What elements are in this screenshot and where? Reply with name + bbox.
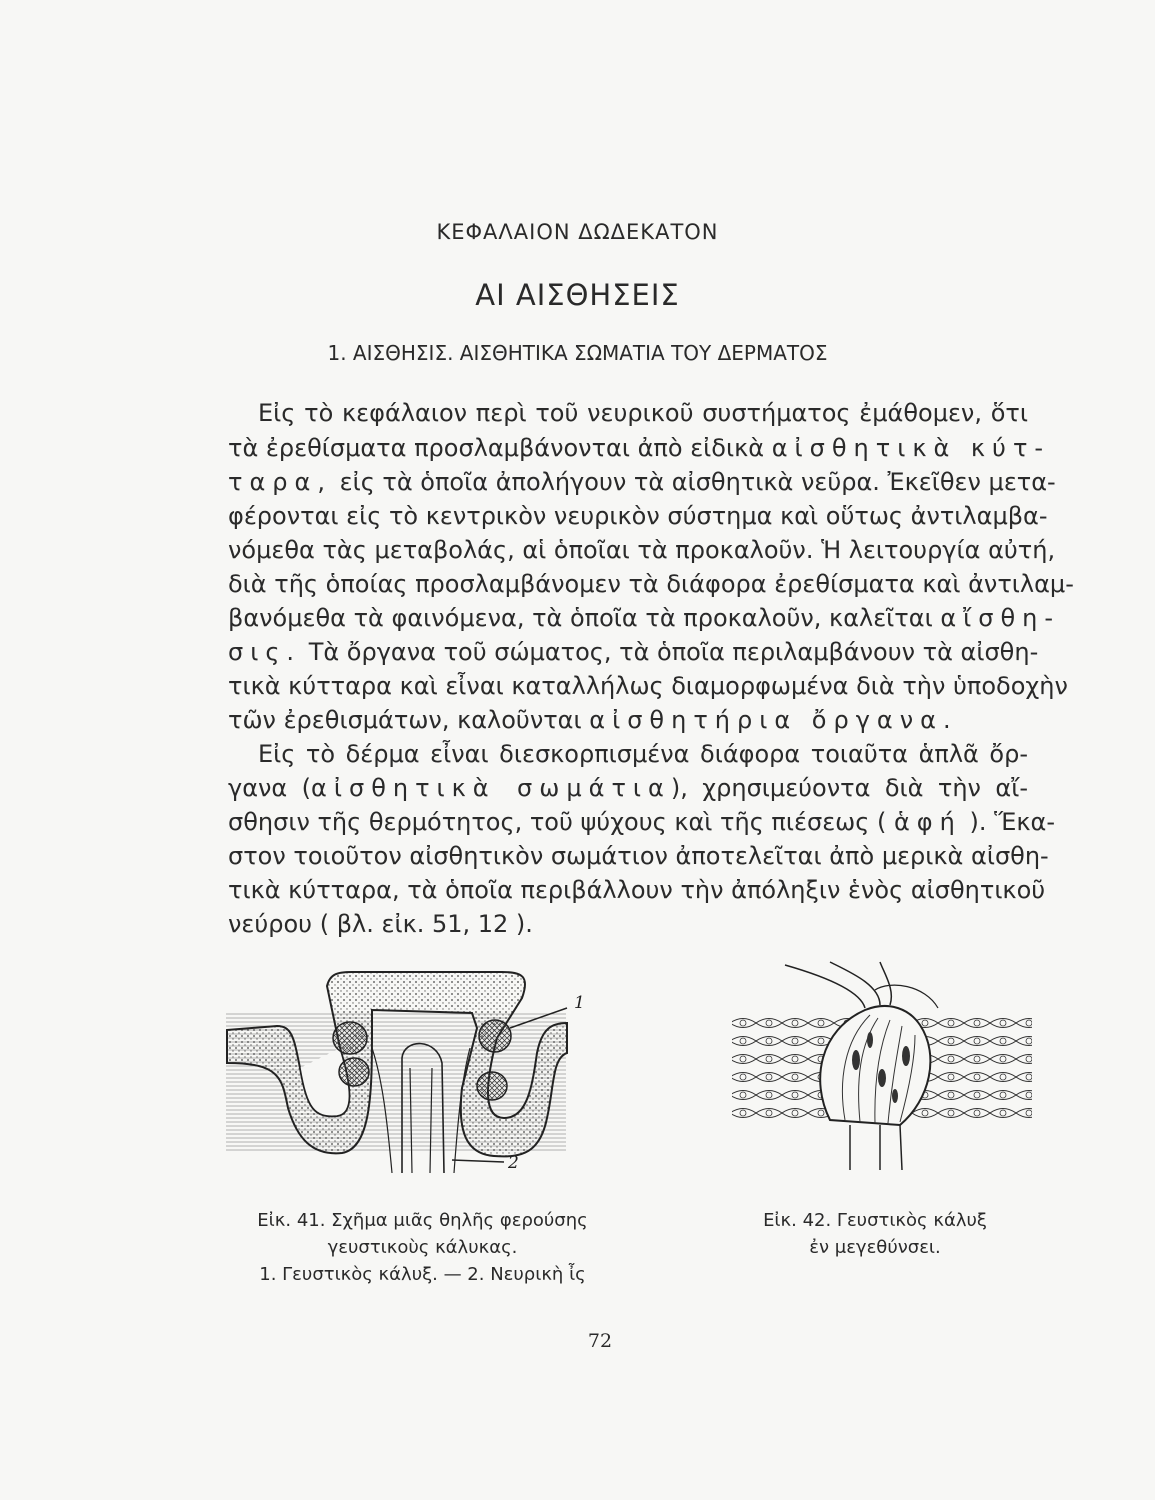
- text-line: νεύρου ( βλ. εἰκ. 51, 12 ).: [228, 910, 533, 938]
- papilla-diagram: [222, 968, 622, 1178]
- text-span: ), χρησιμεύοντα διὰ τὴν αἴ-: [670, 774, 1028, 802]
- spaced-term: αἴσθη-: [940, 604, 1061, 632]
- spaced-term: αἰσθητικὰ σωμάτια: [311, 774, 671, 802]
- text-line: φέρονται εἰς τὸ κεντρικὸν νευρικὸν σύστημα καὶ οὕτως ἀντιλαμβα-: [228, 502, 1048, 530]
- text-line: Εἰς τὸ δέρμα εἶναι διεσκορπισμένα διάφορα τοιαῦτα ἁπλᾶ ὄρ-: [258, 740, 1028, 768]
- text-line: [228, 603, 1061, 633]
- caption-line: ἐν μεγεθύνσει.: [809, 1237, 941, 1258]
- page-number: 72: [587, 1330, 613, 1352]
- spaced-term: αἰσθητικὰ κύτ-: [771, 434, 1051, 462]
- text-span: βανόμεθα τὰ φαινόμενα, τὰ ὁποῖα τὰ προκαλοῦν, καλεῖται: [228, 604, 933, 632]
- section-heading: 1. ΑΙΣΘΗΣΙΣ. ΑΙΣΘΗΤΙΚΑ ΣΩΜΑΤΙΑ ΤΟΥ ΔΕΡΜΑΤΟΣ: [327, 341, 828, 365]
- text-span: σθησιν τῆς θερμότητος, τοῦ ψύχους καὶ τῆς πιέσεως (: [228, 808, 887, 836]
- text-span: Τὰ ὄργανα τοῦ σώματος, τὰ ὁποῖα περιλαμβάνουν τὰ αἰσθη-: [308, 638, 1039, 666]
- taste-bud-diagram: [730, 960, 1040, 1170]
- text-line: τικὰ κύτταρα καὶ εἶναι καταλλήλως διαμορφωμένα διὰ τὴν ὑποδοχὴν: [228, 672, 1068, 700]
- chapter-heading: ΚΕΦΑΛΑΙΟΝ ΔΩΔΕΚΑΤΟΝ: [436, 220, 719, 244]
- text-line: τικὰ κύτταρα, τὰ ὁποῖα περιβάλλουν τὴν ἀπόληξιν ἑνὸς αἰσθητικοῦ: [228, 876, 1046, 904]
- taste-bud-right-lower: [477, 1072, 507, 1100]
- spaced-term: σις.: [228, 638, 302, 666]
- text-line: [228, 467, 1056, 497]
- taste-bud-right-upper: [479, 1020, 511, 1052]
- text-line: [228, 807, 1056, 837]
- figure-41-caption: [225, 1207, 620, 1288]
- taste-bud-left-upper: [333, 1022, 367, 1054]
- figure-label-1: 1: [574, 993, 585, 1013]
- spaced-term: αἰσθητήρια ὄργανα.: [589, 706, 958, 734]
- text-line: [228, 433, 1051, 463]
- text-span: τὰ ἐρεθίσματα προσλαμβάνονται ἀπὸ εἰδικὰ: [228, 434, 765, 462]
- text-line: [228, 773, 1028, 803]
- caption-line: Εἰκ. 41. Σχῆμα μιᾶς θηλῆς φερούσης: [257, 1210, 588, 1231]
- text-line: διὰ τῆς ὁποίας προσλαμβάνομεν τὰ διάφορα ἐρεθίσματα καὶ ἀντιλαμ-: [228, 570, 1074, 598]
- spaced-term: ἁφή: [893, 808, 962, 836]
- caption-line: 1. Γευστικὸς κάλυξ. — 2. Νευρικὴ ἶς: [259, 1264, 586, 1285]
- text-line: [228, 705, 1028, 735]
- figure-42-caption: [730, 1207, 1020, 1261]
- text-span: εἰς τὰ ὁποῖα ἀπολήγουν τὰ αἰσθητικὰ νεῦρα. Ἐκεῖθεν μετα-: [339, 468, 1056, 496]
- text-line: [228, 637, 1039, 667]
- figure-label-2: 2: [508, 1153, 519, 1173]
- text-line: στον τοιοῦτον αἰσθητικὸν σωμάτιον ἀποτελεῖται ἀπὸ μερικὰ αἰσθη-: [228, 842, 1049, 870]
- spaced-term: ταρα,: [228, 468, 332, 496]
- caption-line: Εἰκ. 42. Γευστικὸς κάλυξ: [763, 1210, 987, 1231]
- text-span: ). Ἕκα-: [969, 808, 1056, 836]
- chapter-title: ΑΙ ΑΙΣΘΗΣΕΙΣ: [475, 278, 680, 312]
- text-line: νόμεθα τὰς μεταβολάς, αἱ ὁποῖαι τὰ προκαλοῦν. Ἡ λειτουργία αὐτή,: [228, 536, 1056, 564]
- caption-line: γευστικοὺς κάλυκας.: [327, 1237, 518, 1258]
- text-span: τῶν ἐρεθισμάτων, καλοῦνται: [228, 706, 582, 734]
- text-span: γανα (: [228, 774, 312, 802]
- taste-bud-left-lower: [339, 1058, 369, 1086]
- text-line: Εἰς τὸ κεφάλαιον περὶ τοῦ νευρικοῦ συστήματος ἐμάθομεν, ὅτι: [258, 399, 1028, 427]
